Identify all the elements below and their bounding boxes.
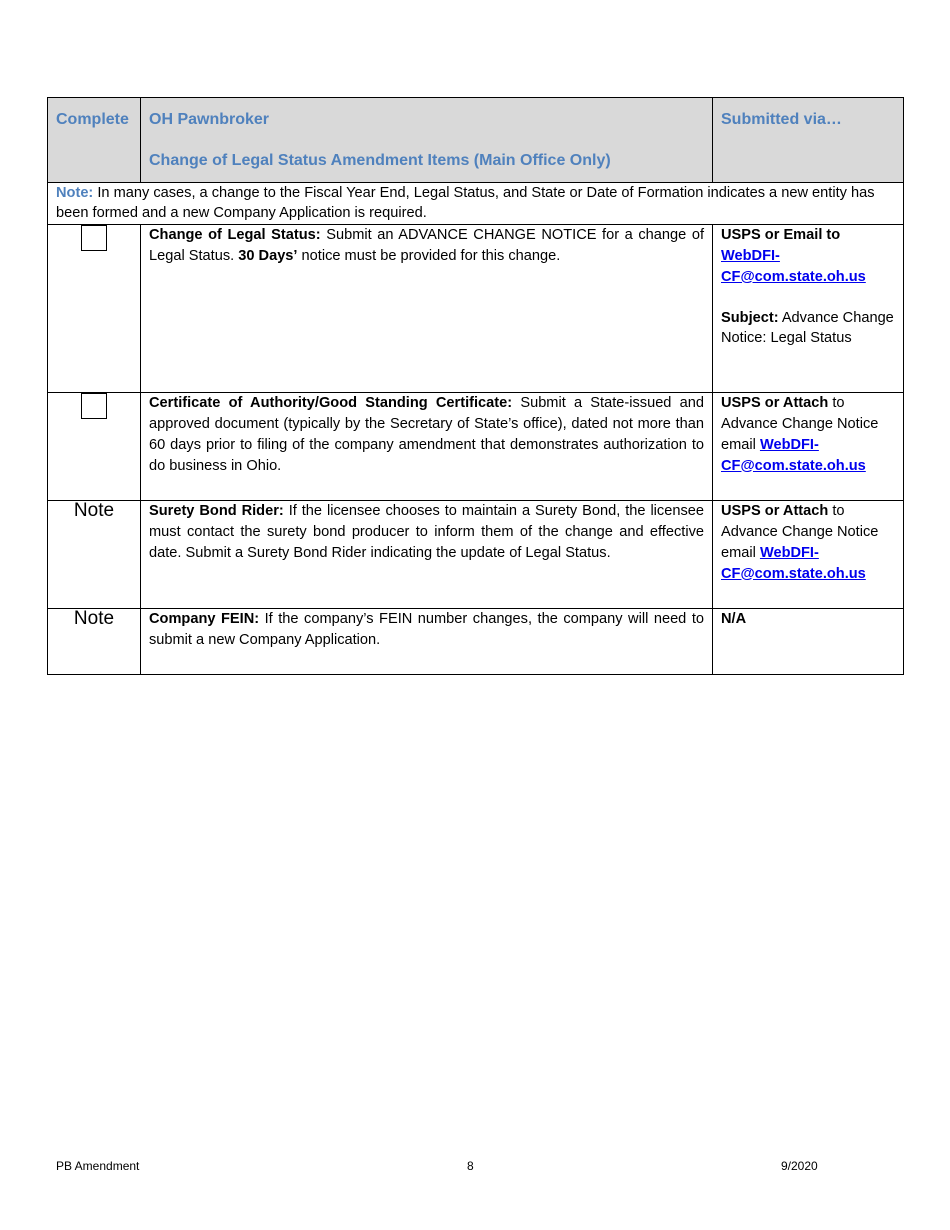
- item-heading: Surety Bond Rider:: [149, 503, 284, 520]
- status-note: Note: [73, 500, 115, 522]
- email-link[interactable]: WebDFI-CF@com.state.oh.us: [721, 436, 866, 474]
- note-row: [48, 182, 904, 225]
- email-link[interactable]: WebDFI-CF@com.state.oh.us: [721, 247, 866, 285]
- header-complete: Complete: [48, 98, 141, 183]
- item-heading: Company FEIN:: [149, 611, 260, 628]
- submitted-via-cell: [713, 225, 904, 393]
- header-submitted: Submitted via…: [713, 98, 904, 183]
- footer-doc-name: PB Amendment: [56, 1159, 140, 1173]
- header-title-cell: [141, 98, 713, 183]
- submitted-via-cell: USPS or Attach to Advance Change Notice email WebDFI-CF@com.state.oh.us: [713, 501, 904, 609]
- table-header-row: [48, 98, 904, 183]
- item-description: Change of Legal Status: Submit an ADVANCE CHANGE NOTICE for a change of Legal Status. 30 Days’ notice must be provided for this change.: [141, 225, 713, 393]
- submit-method: N/A: [721, 611, 747, 628]
- submitted-via-cell: [713, 609, 904, 675]
- amendment-table: [47, 97, 904, 675]
- subject-label: Subject:: [721, 309, 779, 326]
- subject-text: Advance Change Notice: Legal Status: [721, 309, 894, 347]
- footer-date: 9/2020: [781, 1159, 818, 1173]
- table-row: [48, 609, 904, 675]
- table-row: [48, 393, 904, 501]
- item-heading: Change of Legal Status:: [149, 227, 321, 244]
- item-heading: Certificate of Authority/Good Standing Certificate:: [149, 395, 513, 412]
- item-description: Company FEIN: If the company’s FEIN number changes, the company will need to submit a new Company Application.: [141, 609, 713, 675]
- header-subtitle: Change of Legal Status Amendment Items (Main Office Only): [149, 151, 611, 169]
- status-cell: [48, 609, 141, 675]
- submit-method: USPS or Email to: [721, 227, 841, 244]
- email-link[interactable]: WebDFI-CF@com.state.oh.us: [721, 544, 866, 582]
- status-note: Note: [73, 608, 115, 630]
- note-cell: [48, 182, 904, 225]
- complete-checkbox-cell: [48, 393, 141, 501]
- footer-page-number: 8: [467, 1159, 474, 1173]
- submitted-via-cell: USPS or Attach to Advance Change Notice email WebDFI-CF@com.state.oh.us: [713, 393, 904, 501]
- complete-checkbox[interactable]: [81, 225, 107, 251]
- table-row: [48, 501, 904, 609]
- header-title: OH Pawnbroker: [149, 111, 270, 128]
- status-cell: [48, 501, 141, 609]
- item-description: Surety Bond Rider: If the licensee chooses to maintain a Surety Bond, the licensee must contact the surety bond producer to inform them of the change and effective date. Submit a Surety Bond Rider indicating the update of Legal Status.: [141, 501, 713, 609]
- note-label: Note:: [56, 184, 94, 201]
- note-text: In many cases, a change to the Fiscal Year End, Legal Status, and State or Date of Formation indicates a new entity has been formed and a new Company Application is required.: [56, 184, 875, 222]
- item-description: Certificate of Authority/Good Standing Certificate: Submit a State-issued and approved document (typically by the Secretary of State’s office), dated not more than 60 days prior to filing of the company amendment that demonstrates authorization to do business in Ohio.: [141, 393, 713, 501]
- submit-method: USPS or Attach: [721, 395, 829, 412]
- table-row: [48, 225, 904, 393]
- complete-checkbox-cell: [48, 225, 141, 393]
- submit-method: USPS or Attach: [721, 503, 829, 520]
- complete-checkbox[interactable]: [81, 393, 107, 419]
